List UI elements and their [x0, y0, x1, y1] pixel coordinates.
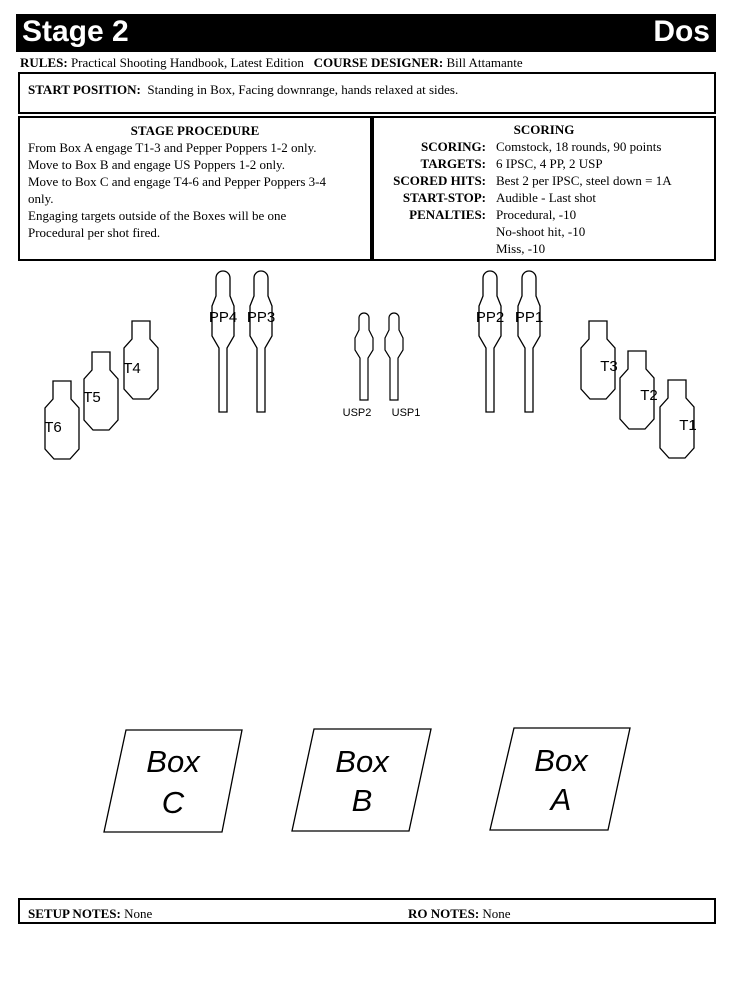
- scoring-value: Comstock, 18 rounds, 90 points: [496, 139, 662, 154]
- box-a-word: Box: [534, 743, 588, 778]
- procedure-line: Engaging targets outside of the Boxes will be one: [28, 208, 287, 223]
- scoring-value: Audible - Last shot: [496, 190, 597, 205]
- pepper-popper-pp2: [476, 271, 504, 412]
- t6-label: T6: [44, 419, 62, 436]
- start-position-value: Standing in Box, Facing downrange, hands relaxed at sides.: [147, 82, 459, 97]
- box-c-word: Box: [146, 744, 200, 779]
- setup-notes-label: SETUP NOTES:: [28, 906, 121, 921]
- t2-label: T2: [640, 387, 658, 404]
- ipsc-target-t1: [660, 380, 697, 458]
- scoring-key: TARGETS:: [420, 156, 486, 171]
- scoring-key: START-STOP:: [402, 190, 486, 205]
- stage-title: Stage 2: [22, 15, 129, 48]
- ipsc-target-t4: [123, 321, 158, 399]
- pp4-label: PP4: [208, 309, 238, 326]
- t5-label: T5: [83, 389, 101, 406]
- procedure-line: Move to Box C and engage T4-6 and Pepper Poppers 3-4: [28, 174, 326, 189]
- stage-number-word: Dos: [653, 15, 710, 48]
- ro-notes: [408, 906, 511, 922]
- procedure-title: STAGE PROCEDURE: [130, 123, 260, 138]
- t3-label: T3: [600, 358, 618, 375]
- us-popper-usp2: [343, 313, 373, 419]
- scoring-key: SCORING:: [420, 139, 486, 154]
- setup-notes-value: None: [124, 906, 153, 921]
- usp2-label: USP2: [342, 407, 372, 419]
- scoring-value: Procedural, -10: [496, 207, 577, 222]
- ipsc-target-t2: [620, 351, 658, 429]
- scoring-value: 6 IPSC, 4 PP, 2 USP: [496, 156, 603, 171]
- designer-value: Bill Attamante: [446, 55, 523, 70]
- scoring-key: SCORED HITS:: [393, 173, 486, 188]
- rules-value: Practical Shooting Handbook, Latest Edition: [70, 55, 304, 70]
- t1-label: T1: [679, 417, 697, 434]
- scoring-value: Miss, -10: [496, 241, 546, 256]
- procedure-line: Move to Box B and engage US Poppers 1-2 only.: [28, 157, 285, 172]
- procedure-line: only.: [28, 191, 54, 206]
- ipsc-target-t5: [83, 352, 118, 430]
- usp1-label: USP1: [391, 407, 421, 419]
- notes-box: [18, 898, 716, 924]
- pepper-popper-pp4: [209, 271, 237, 412]
- shooting-box-a: [490, 728, 630, 830]
- pp1-label: PP1: [514, 309, 544, 326]
- box-a-letter: A: [550, 782, 572, 817]
- ro-notes-label: RO NOTES:: [408, 906, 480, 921]
- scoring-key: PENALTIES:: [409, 207, 486, 222]
- box-b-letter: B: [351, 783, 373, 818]
- t4-label: T4: [123, 360, 141, 377]
- ipsc-target-t6: [44, 381, 79, 459]
- pp2-label: PP2: [475, 309, 505, 326]
- procedure-line: From Box A engage T1-3 and Pepper Poppers 1-2 only.: [28, 140, 317, 155]
- shooting-box-c: [104, 730, 242, 832]
- scoring-value: No-shoot hit, -10: [496, 224, 586, 239]
- scoring-value: Best 2 per IPSC, steel down = 1A: [496, 173, 672, 188]
- rules-label: RULES:: [20, 55, 68, 70]
- ipsc-target-t3: [581, 321, 618, 399]
- procedure-line: Procedural per shot fired.: [28, 225, 161, 240]
- ro-notes-value: None: [482, 906, 511, 921]
- box-b-word: Box: [335, 744, 389, 779]
- pp3-label: PP3: [246, 309, 276, 326]
- pepper-popper-pp3: [247, 271, 275, 412]
- pepper-popper-pp1: [515, 271, 543, 412]
- shooting-box-b: [292, 729, 431, 831]
- designer-label: COURSE DESIGNER:: [313, 55, 444, 70]
- scoring-title: SCORING: [513, 122, 575, 137]
- us-popper-usp1: [385, 313, 420, 419]
- start-position-label: START POSITION:: [28, 82, 141, 97]
- box-c-letter: C: [161, 785, 185, 820]
